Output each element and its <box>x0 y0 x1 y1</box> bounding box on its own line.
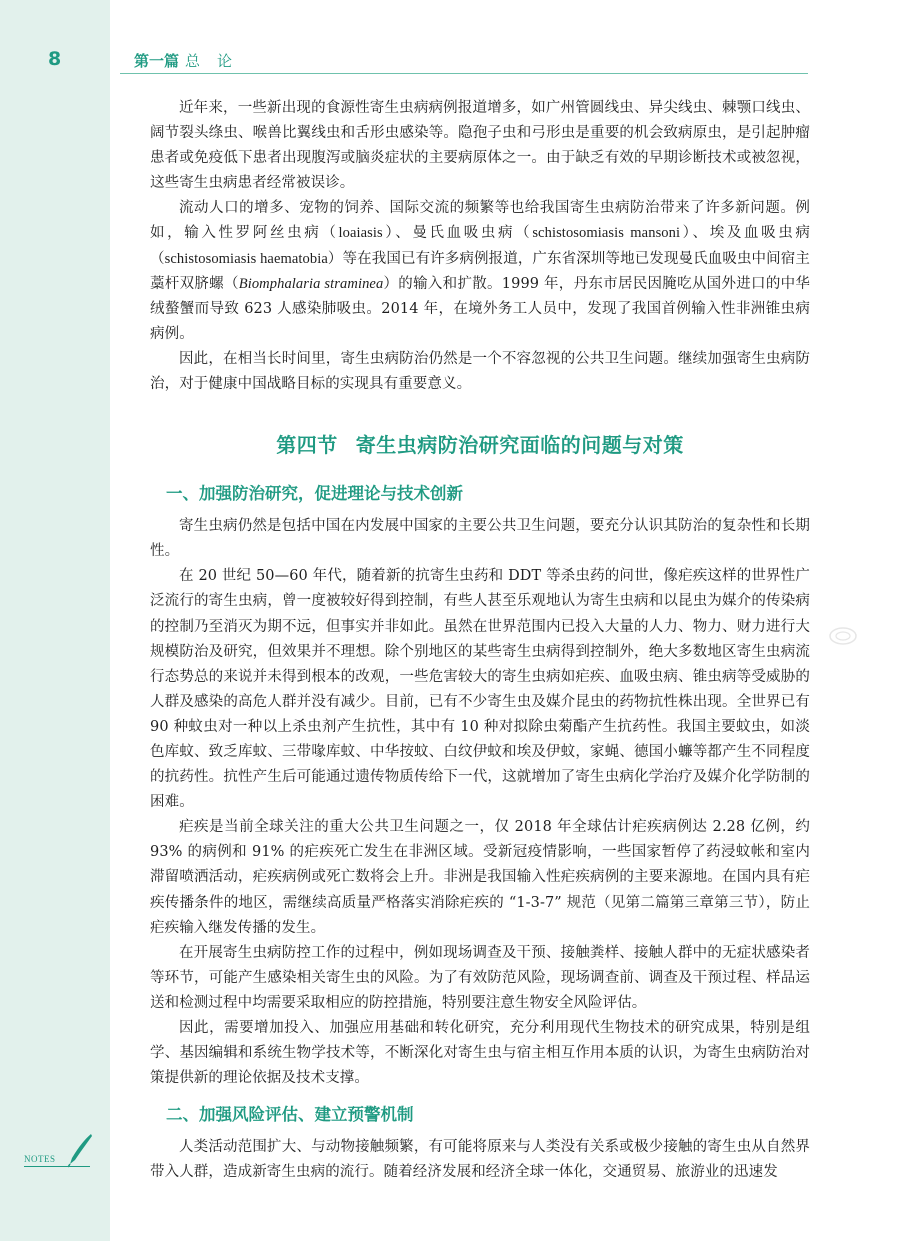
body-paragraph: 疟疾是当前全球关注的重大公共卫生问题之一，仅 2018 年全球估计疟疾病例达 2.28 亿例，约 93% 的病例和 91% 的疟疾死亡发生在非洲区域。受新冠疫情影响，一些国家暂停了药浸蚊帐和室内滞留喷洒活动，疟疾病例或死亡数将会上升。非洲是我国输入性疟疾病例的主要来源地。在国内具有疟疾传播条件的地区，需继续高质量严格落实消除疟疾的 “1-3-7” 规范（见第二篇第三章第三节），防止疟疾输入继发传播的发生。 <box>150 819 810 936</box>
text-run: ）的输入和扩散。1999 年，丹东市居民因腌吃从国外进口的中华绒螯蟹而导致 623 人感染肺吸虫。2014 年，在境外务工人员中，发现了我国首例输入性非洲锥虫病病例。 <box>150 275 810 342</box>
term-loaiasis: loaiasis <box>338 225 383 242</box>
term-haematobia: schistosomiasis haematobia <box>164 250 328 267</box>
section-title <box>150 429 810 458</box>
header-title: 总 论 <box>185 52 234 70</box>
subsection-heading-2: 二、加强风险评估、建立预警机制 <box>166 1105 414 1125</box>
running-header <box>134 50 233 71</box>
margin-band <box>0 0 110 1241</box>
body-paragraph: 在 20 世纪 50—60 年代，随着新的抗寄生虫药和 DDT 等杀虫药的问世，像疟疾这样的世界性广泛流行的寄生虫病，曾一度被较好得到控制，有些人甚至乐观地认为寄生虫病和以昆虫为媒介的传染病的控制乃至消灭为期不远，但事实并非如此。虽然在世界范围内已投入大量的人力、物力、财力进行大规模防治及研究，但效果并不理想。除个别地区的某些寄生虫病得到控制外，绝大多数地区寄生虫病流行态势总的来说并未得到根本的改观，一些危害较大的寄生虫病如疟疾、血吸虫病、锥虫病等受威胁的人群及感染的高危人群并没有减少。目前，已有不少寄生虫及媒介昆虫的药物抗性株出现。全世界已有 90 种蚊虫对一种以上杀虫剂产生抗性，其中有 10 种对拟除虫菊酯产生抗药性。我国主要蚊虫，如淡色库蚊、致乏库蚊、三带喙库蚊、中华按蚊、白纹伊蚊和埃及伊蚊，家蝇、德国小蠊等都产生不同程度的抗药性。抗性产生后可能通过遗传物质传给下一代，这就增加了寄生虫病化学治疗及媒介化学防制的困难。 <box>150 568 810 811</box>
section-title-text: 寄生虫病防治研究面临的问题与对策 <box>355 433 684 458</box>
text-run: ）、曼氏血吸虫病（ <box>382 225 533 242</box>
section-number: 第四节 <box>276 433 338 458</box>
text-run: ）等在我国已有许多病例报道，广东省深圳等地已发现曼氏血吸虫中间宿主藁杆双脐螺（ <box>150 250 810 292</box>
page-number: 8 <box>48 48 62 70</box>
body-paragraph: 寄生虫病仍然是包括中国在内发展中国家的主要公共卫生问题，要充分认识其防治的复杂性和长期性。 <box>150 518 810 560</box>
term-mansoni: schistosomiasis mansoni <box>532 225 681 242</box>
body-paragraph: 在开展寄生虫病防控工作的过程中，例如现场调查及干预、接触粪样、接触人群中的无症状感染者等环节，可能产生感染相关寄生虫的风险。为了有效防范风险，现场调查前、调查及干预过程、样品运送和检测过程中均需要采取相应的防控措施，特别要注意生物安全风险评估。 <box>150 944 810 1011</box>
header-rule <box>120 73 808 74</box>
notes-marker <box>24 1132 94 1172</box>
intro-paragraph-3: 因此，在相当长时间里，寄生虫病防治仍然是一个不容忽视的公共卫生问题。继续加强寄生虫病防治，对于健康中国战略目标的实现具有重要意义。 <box>150 350 810 393</box>
intro-paragraph-1: 近年来，一些新出现的食源性寄生虫病病例报道增多，如广州管圆线虫、异尖线虫、棘颚口线虫、阔节裂头绦虫、喉兽比翼线虫和舌形虫感染等。隐孢子虫和弓形虫是重要的机会致病原虫，是引起肿瘤患者或免疫低下患者出现腹泻或脑炎症状的主要病原体之一。由于缺乏有效的早期诊断技术或被忽视，这些寄生虫病患者经常被误诊。 <box>150 100 810 192</box>
intro-paragraph-2 <box>150 196 810 347</box>
notes-label: NOTES <box>24 1154 56 1164</box>
pen-icon <box>64 1132 94 1168</box>
term-species: Biomphalaria straminea <box>238 275 384 292</box>
subsection-heading-1: 一、加强防治研究，促进理论与技术创新 <box>166 484 463 504</box>
body-paragraph: 因此，需要增加投入、加强应用基础和转化研究，充分利用现代生物技术的研究成果，特别是组学、基因编辑和系统生物学技术等，不断深化对寄生虫与宿主相互作用本质的认识，为寄生虫病防治对策提供新的理论依据及技术支撑。 <box>150 1020 810 1087</box>
body-paragraph: 人类活动范围扩大、与动物接触频繁，有可能将原来与人类没有关系或极少接触的寄生虫从自然界带入人群，造成新寄生虫病的流行。随着经济发展和经济全球一体化，交通贸易、旅游业的迅速发 <box>150 1139 810 1181</box>
text-run: 流动人口的增多、宠物的饲养、国际交流的频繁等也给我国寄生虫病防治带来了许多新问题。例如，输入性罗阿丝虫病（ <box>150 200 810 242</box>
header-part: 第一篇 <box>134 52 180 70</box>
text-run: ）、埃及血吸虫病（ <box>150 225 810 267</box>
page-body <box>150 96 810 1185</box>
watermark-logo-icon <box>828 626 858 646</box>
